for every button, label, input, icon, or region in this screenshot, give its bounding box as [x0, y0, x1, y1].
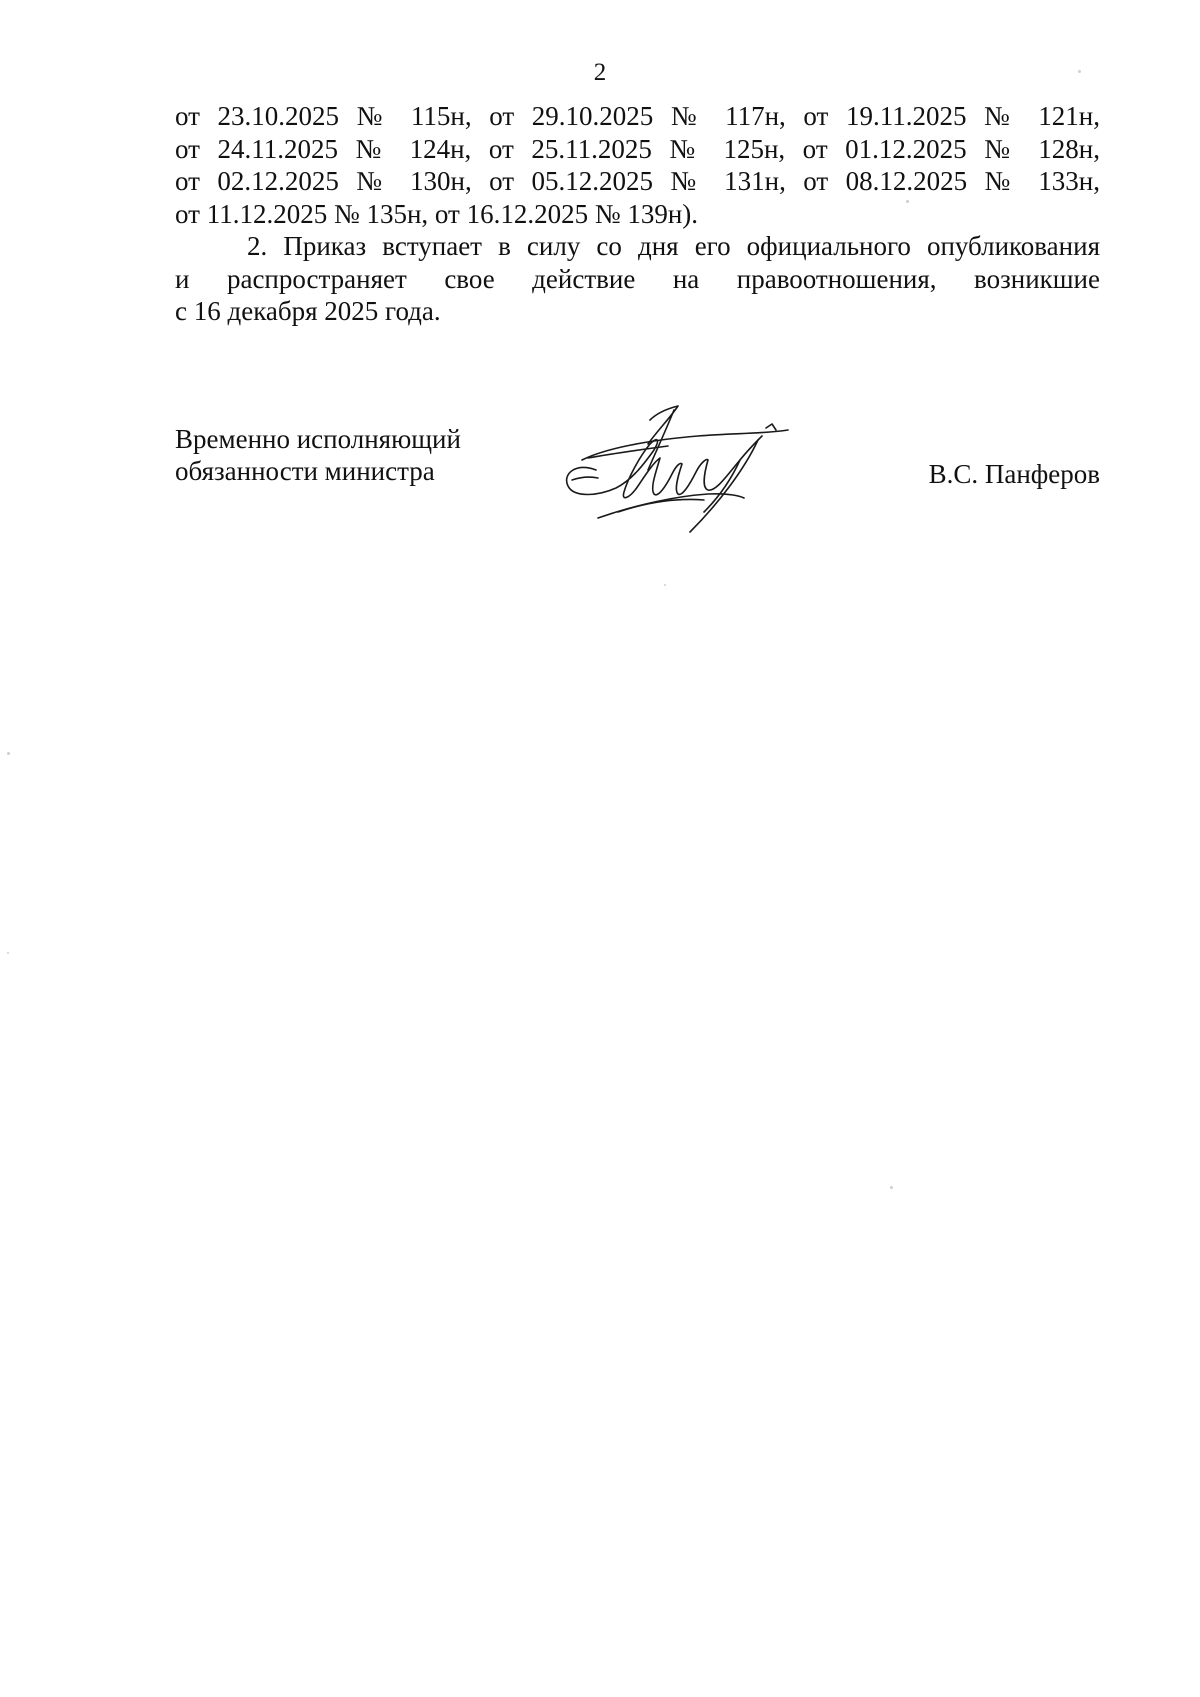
signer-name: В.С. Панферов	[928, 459, 1100, 489]
text-line: от 11.12.2025 № 135н, от 16.12.2025 № 139н).	[175, 198, 699, 229]
page-number: 2	[593, 59, 607, 86]
text-line: 2. Приказ вступает в силу со дня его официального опубликования	[247, 231, 1100, 261]
scan-speck	[890, 1186, 893, 1189]
signer-position-line: обязанности министра	[175, 456, 435, 486]
handwritten-signature	[558, 400, 798, 540]
text-line: с 16 декабря 2025 года.	[175, 296, 441, 326]
signer-position-line: Временно исполняющий	[175, 424, 461, 454]
signature-block	[175, 418, 1100, 538]
scan-speck	[664, 584, 666, 586]
scan-speck	[7, 752, 10, 755]
text-line: от 02.12.2025 № 130н, от 05.12.2025 № 131н, от 08.12.2025 № 133н,	[175, 166, 1100, 196]
paragraph-effective-date	[175, 230, 1100, 328]
scan-speck	[906, 200, 909, 203]
text-line: и распространяет свое действие на правоотношения, возникшие	[175, 263, 1100, 294]
text-line: от 23.10.2025 № 115н, от 29.10.2025 № 117н, от 19.11.2025 № 121н,	[175, 101, 1100, 131]
document-body	[175, 100, 1100, 328]
paragraph-order-list-continuation	[175, 100, 1100, 230]
scan-speck	[7, 952, 9, 954]
signer-position	[175, 423, 461, 487]
scan-speck	[1078, 70, 1081, 73]
text-line: от 24.11.2025 № 124н, от 25.11.2025 № 125н, от 01.12.2025 № 128н,	[175, 133, 1100, 164]
